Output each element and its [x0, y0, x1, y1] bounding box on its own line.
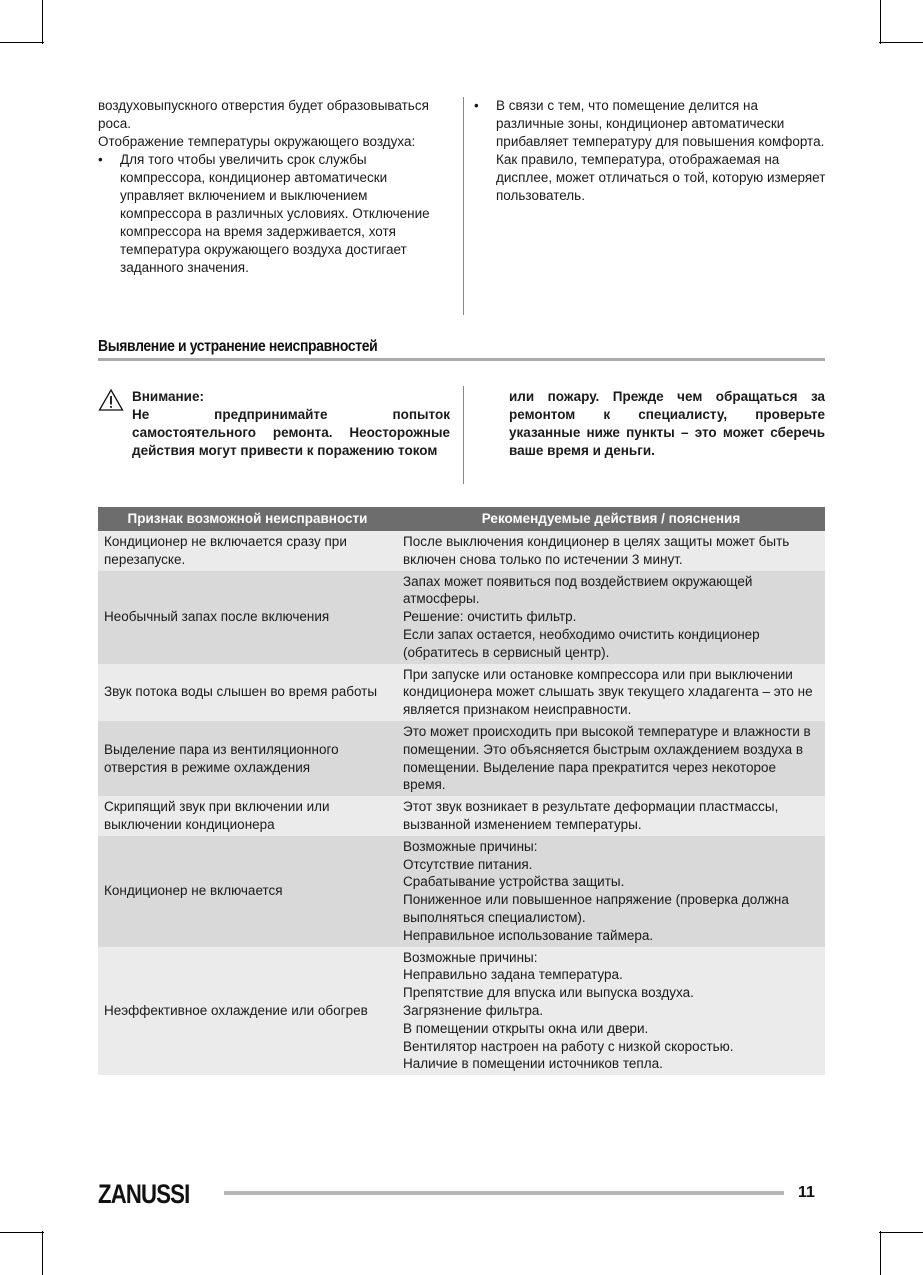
warning-triangle-icon [98, 388, 124, 412]
warning-block [98, 388, 450, 460]
crop-mark [0, 1232, 44, 1233]
paragraph: Отображение температуры окружающего воздуха: [98, 134, 416, 149]
action-cell: После выключения кондиционер в целях защиты может быть включен снова только по истечении 3 минут. [397, 531, 825, 571]
warning-text-continued: или пожару. Прежде чем обращаться за ремонтом к специалисту, проверьте указанные ниже пункты – это может сберечь ваше время и деньги. [509, 389, 825, 458]
column-divider [463, 97, 464, 315]
symptom-cell: Кондиционер не включается сразу при перезапуске. [98, 531, 397, 571]
action-cell: Возможные причины: Отсутствие питания. Срабатывание устройства защиты. Пониженное или повышенное напряжение (проверка должна выполняться специалистом). Неправильное использование таймера. [397, 836, 825, 947]
page-number: 11 [798, 1184, 815, 1201]
warning-text: Не предпринимайте попыток самостоятельного ремонта. Неосторожные действия могут привести к поражению током [132, 407, 450, 458]
crop-mark [42, 1231, 43, 1275]
table-header-row [98, 507, 825, 531]
column-divider [463, 386, 464, 484]
column-header: Рекомендуемые действия / пояснения [397, 507, 825, 531]
symptom-cell: Звук потока воды слышен во время работы [98, 664, 397, 721]
crop-mark [42, 0, 43, 44]
table-row [98, 531, 825, 571]
troubleshooting-table [98, 507, 825, 1075]
bullet-item: • В связи с тем, что помещение делится на различные зоны, кондиционер автоматически прибавляет температуру для повышения комфорта. Как правило, температура, отображаемая на дисплее, может отличаться о той, которую измеряет пользователь. [474, 97, 826, 205]
symptom-cell: Неэффективное охлаждение или обогрев [98, 947, 397, 1076]
brand-logo: ZANUSSI [98, 1179, 190, 1209]
action-cell: Возможные причины: Неправильно задана температура. Препятствие для впуска или выпуска воздуха. Загрязнение фильтра. В помещении открыты окна или двери. Вентилятор настроен на работу с низкой скоростью. Наличие в помещении источников тепла. [397, 947, 825, 1076]
column-header: Признак возможной неисправности [98, 507, 397, 531]
symptom-cell: Выделение пара из вентиляционного отверстия в режиме охлаждения [98, 721, 397, 796]
action-cell: При запуске или остановке компрессора или при выключении кондиционера может слышать звук текущего хладагента – это не является признаком неисправности. [397, 664, 825, 721]
section-rule [98, 358, 825, 361]
symptom-cell: Необычный запах после включения [98, 571, 397, 664]
crop-mark [879, 1232, 923, 1233]
crop-mark [0, 42, 44, 43]
table-row [98, 571, 825, 664]
warning-label: Внимание: [132, 389, 204, 404]
footer-rule [224, 1191, 784, 1195]
table-row [98, 721, 825, 796]
crop-mark [879, 42, 923, 43]
top-left-column [98, 97, 450, 277]
symptom-cell: Скрипящий звук при включении или выключении кондиционера [98, 796, 397, 836]
table-row [98, 947, 825, 1076]
table-row [98, 796, 825, 836]
action-cell: Этот звук возникает в результате деформации пластмассы, вызванной изменением температуры. [397, 796, 825, 836]
section-title: Выявление и устранение неисправностей [98, 338, 378, 355]
crop-mark [880, 1231, 881, 1275]
crop-mark [880, 0, 881, 44]
action-cell: Это может происходить при высокой температуре и влажности в помещении. Это объясняется быстрым охлаждением воздуха в помещении. Выделение пара прекратится через некоторое время. [397, 721, 825, 796]
table-row [98, 836, 825, 947]
bullet-item: • Для того чтобы увеличить срок службы компрессора, кондиционер автоматически управляет включением и выключением компрессора в различных условиях. Отключение компрессора на время задерживается, хотя температура окружающего воздуха достигает заданного значения. [98, 151, 450, 277]
table-row [98, 664, 825, 721]
action-cell: Запах может появиться под воздействием окружающей атмосферы. Решение: очистить фильтр. Если запах остается, необходимо очистить кондиционер (обратитесь в сервисный центр). [397, 571, 825, 664]
symptom-cell: Кондиционер не включается [98, 836, 397, 947]
paragraph: воздуховыпускного отверстия будет образовываться роса. [98, 98, 429, 131]
top-right-column [474, 97, 826, 205]
